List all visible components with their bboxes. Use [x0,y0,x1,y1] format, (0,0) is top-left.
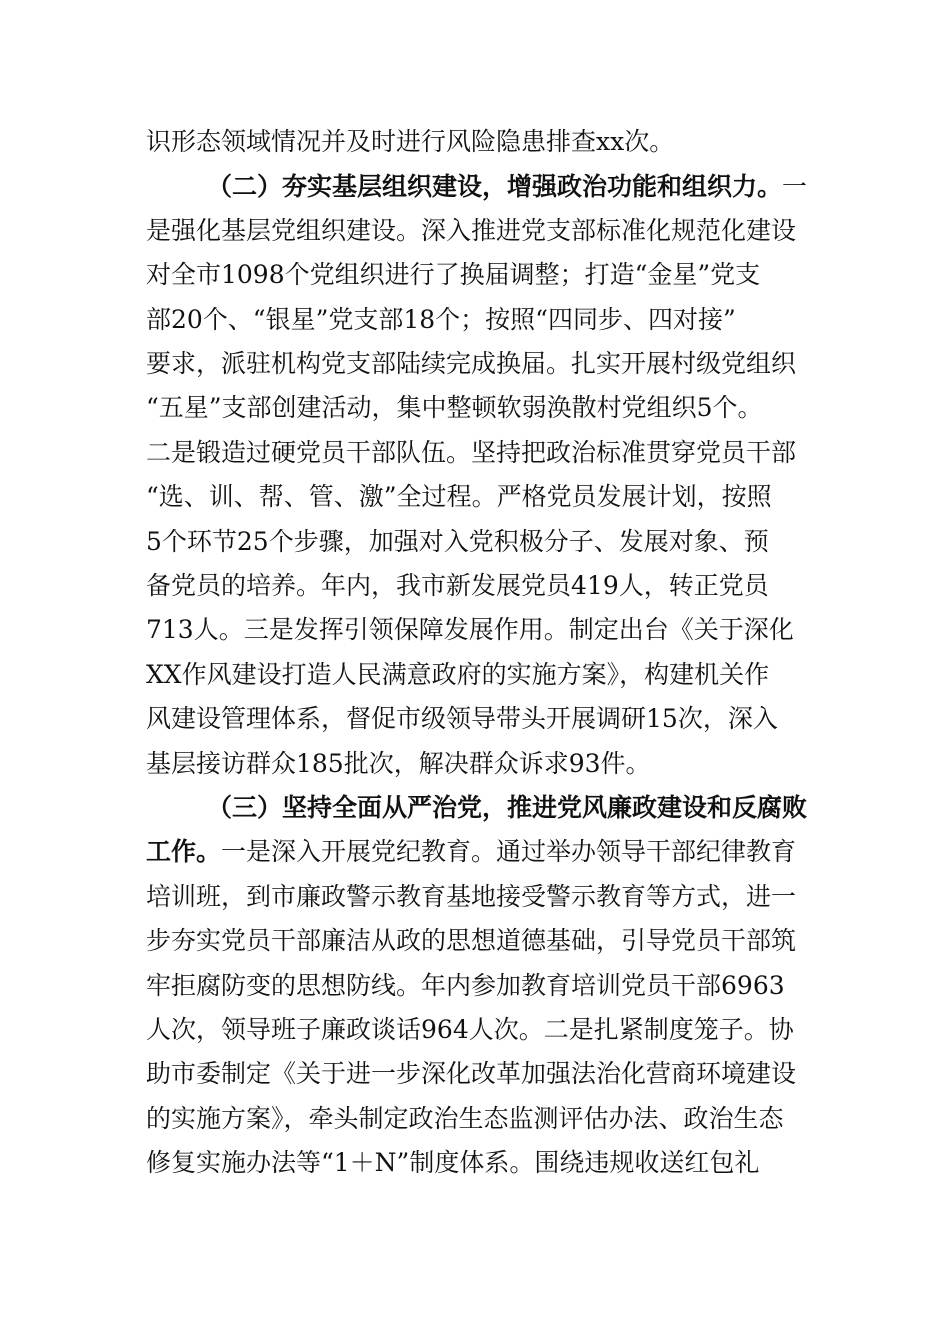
text-line: “选、训、帮、管、激”全过程。严格党员发展计划，按照 [146,482,772,511]
text-line: 牢拒腐防变的思想防线。年内参加教育培训党员干部6963 [146,971,785,1000]
text-line: “五星”支部创建活动，集中整顿软弱涣散村党组织5个。 [146,393,763,422]
text-line: 要求，派驻机构党支部陆续完成换届。扎实开展村级党组织 [146,349,797,378]
text-line: 是强化基层党组织建设。深入推进党支部标准化规范化建设 [146,216,797,245]
text-line: 二是锻造过硬党员干部队伍。坚持把政治标准贯穿党员干部 [146,438,797,467]
text-line: 人次，领导班子廉政谈话964人次。二是扎紧制度笼子。协 [146,1015,794,1044]
text-line: 5个环节25个步骤，加强对入党积极分子、发展对象、预 [146,527,769,556]
text-line: 基层接访群众185批次，解决群众诉求93件。 [146,749,651,778]
text-line: 培训班，到市廉政警示教育基地接受警示教育等方式，进一 [146,882,797,911]
text-line: XX作风建设打造人民满意政府的实施方案》，构建机关作 [146,660,770,689]
text-line: 713人。三是发挥引领保障发展作用。制定出台《关于深化 [146,615,794,644]
section-heading-2: （二）夯实基层组织建设，增强政治功能和组织力。一 [207,172,808,201]
text-line: 助市委制定《关于进一步深化改革加强法治化营商环境建设 [146,1059,797,1088]
text-line: 部20个、“银星”党支部18个；按照“四同步、四对接” [146,305,736,334]
text-line: 备党员的培养。年内，我市新发展党员419人，转正党员 [146,571,769,600]
text-line: 步夯实党员干部廉洁从政的思想道德基础，引导党员干部筑 [146,926,797,955]
text-line: 对全市1098个党组织进行了换届调整；打造“金星”党支 [146,260,761,289]
section-heading-3: （三）坚持全面从严治党，推进党风廉政建设和反腐败 [207,793,808,822]
text-line: 的实施方案》，牵头制定政治生态监测评估办法、政治生态 [146,1104,784,1133]
text-line: 工作。一是深入开展党纪教育。通过举办领导干部纪律教育 [146,837,797,866]
text-line: 风建设管理体系，督促市级领导带头开展调研15次，深入 [146,704,778,733]
text-line: 修复实施办法等“1＋N”制度体系。围绕违规收送红包礼 [146,1148,760,1177]
text-line: 识形态领域情况并及时进行风险隐患排查xx次。 [146,127,675,156]
